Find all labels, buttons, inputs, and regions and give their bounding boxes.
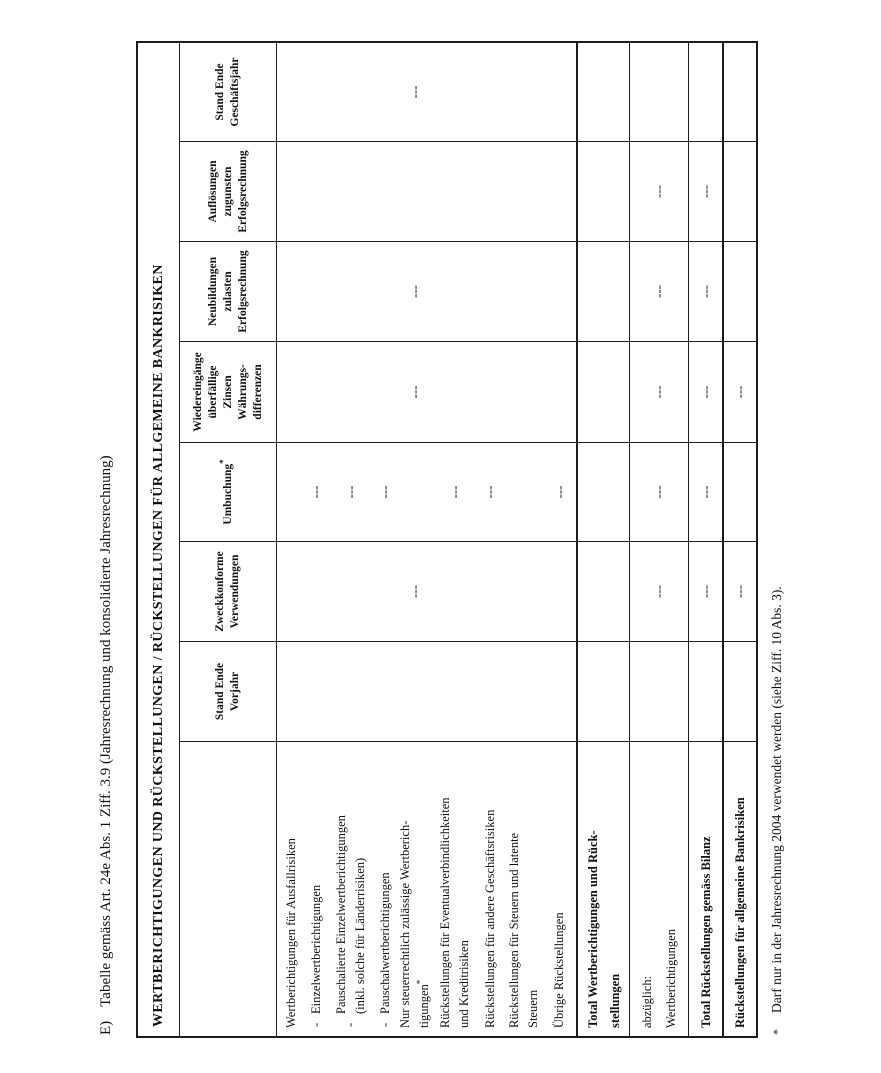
column-header-line: zugunsten: [221, 166, 234, 217]
empty-data-cell: [435, 642, 475, 742]
row-label: [277, 742, 306, 1036]
empty-data-cell: [630, 43, 688, 142]
column-header-line: Erfolgsrechnung: [236, 250, 249, 333]
list-dash-bullet: -: [308, 1022, 323, 1027]
dash-placeholder-cell: ---: [689, 342, 722, 443]
column-header-stand-ende-vorjahr: [180, 642, 276, 742]
row-label-line: Pauschalwertberichtigungen: [377, 872, 392, 1014]
table-row: [326, 43, 375, 1036]
dash-placeholder-cell: ---: [724, 342, 756, 443]
row-label: [724, 742, 756, 1036]
empty-data-cell: [505, 43, 543, 142]
empty-data-cell: [306, 242, 326, 342]
column-header-line: Stand Ende: [214, 63, 226, 121]
table-row: [306, 43, 326, 1036]
row-label: [578, 742, 629, 1036]
empty-data-cell: [435, 242, 475, 342]
table-row: [576, 43, 629, 1036]
table-row: [395, 43, 435, 1036]
empty-data-cell: [543, 342, 576, 443]
dash-placeholder-cell: ---: [475, 443, 505, 542]
column-header-line: zulasten: [221, 271, 234, 312]
table-row: [435, 43, 475, 1036]
empty-data-cell: [578, 542, 629, 642]
empty-data-cell: [277, 443, 306, 542]
table-row: [722, 43, 756, 1036]
empty-data-cell: [543, 642, 576, 742]
empty-data-cell: [475, 242, 505, 342]
empty-data-cell: [326, 142, 375, 242]
row-label-line: Wertberichtigungen für Ausfallrisiken: [284, 838, 298, 1028]
row-label: [543, 742, 576, 1036]
empty-data-cell: [326, 642, 375, 742]
empty-data-cell: [689, 642, 722, 742]
column-header-umbuchung: [180, 443, 276, 542]
empty-data-cell: [306, 542, 326, 642]
empty-data-cell: [505, 542, 543, 642]
column-header-line: Erfolgsrechnung: [236, 150, 249, 233]
dash-placeholder-cell: ---: [306, 443, 326, 542]
row-label: [689, 742, 722, 1036]
empty-data-cell: [326, 242, 375, 342]
empty-data-cell: [475, 342, 505, 443]
footnote-text: Darf nur in der Jahresrechnung 2004 verwendet werden (siehe Ziff. 10 Abs. 3).: [769, 586, 784, 1013]
empty-data-cell: [578, 642, 629, 742]
empty-data-cell: [724, 43, 756, 142]
dash-placeholder-cell: ---: [395, 342, 435, 443]
footnote-marker: *: [770, 1029, 784, 1035]
column-header-line: überfällige: [206, 365, 219, 419]
empty-data-cell: [375, 642, 395, 742]
column-header-line: Zweckkonforme: [214, 551, 226, 632]
empty-data-cell: [277, 43, 306, 142]
dash-placeholder-cell: ---: [724, 542, 756, 642]
table-row: [277, 43, 306, 1036]
empty-data-cell: [505, 242, 543, 342]
column-header-wiedereingaenge: [180, 342, 276, 443]
row-label-line: Rückstellungen für andere Geschäftsrisiken: [482, 809, 497, 1028]
empty-data-cell: [543, 43, 576, 142]
row-label: [306, 742, 326, 1036]
table-title: WERTBERICHTIGUNGEN UND RÜCKSTELLUNGEN / RÜCKSTELLUNGEN FÜR ALLGEMEINE BANKRISIKEN: [138, 43, 180, 1036]
row-label-line: Pauschalierte Einzelwertberichtigungen: [333, 815, 348, 1014]
empty-data-cell: [475, 142, 505, 242]
column-header-line: Wiedereingänge: [191, 352, 204, 432]
dash-placeholder-cell: ---: [395, 542, 435, 642]
empty-data-cell: [475, 642, 505, 742]
row-label: [326, 742, 375, 1036]
empty-data-cell: [435, 43, 475, 142]
column-header-line: Umbuchung*: [217, 459, 234, 525]
empty-data-cell: [277, 342, 306, 443]
row-label-line: stellungen: [607, 973, 622, 1028]
dash-placeholder-cell: ---: [689, 542, 722, 642]
empty-data-cell: [724, 242, 756, 342]
empty-data-cell: [724, 642, 756, 742]
empty-data-cell: [326, 43, 375, 142]
empty-data-cell: [435, 542, 475, 642]
list-dash-bullet: -: [343, 1022, 357, 1027]
row-label-line: Rückstellungen für Steuern und latente: [507, 832, 521, 1028]
empty-data-cell: [475, 542, 505, 642]
dash-placeholder-cell: ---: [630, 142, 688, 242]
dash-placeholder-cell: ---: [689, 443, 722, 542]
empty-data-cell: [435, 342, 475, 443]
row-label-line: Rückstellungen für Eventualverbindlichkeiten: [438, 797, 452, 1028]
row-label: [435, 742, 475, 1036]
empty-data-cell: [277, 542, 306, 642]
empty-data-cell: [578, 43, 629, 142]
empty-data-cell: [375, 242, 395, 342]
empty-data-cell: [306, 342, 326, 443]
dash-placeholder-cell: ---: [630, 443, 688, 542]
empty-data-cell: [724, 142, 756, 242]
empty-data-cell: [689, 43, 722, 142]
dash-placeholder-cell: ---: [375, 443, 395, 542]
empty-data-cell: [505, 142, 543, 242]
empty-data-cell: [475, 43, 505, 142]
empty-data-cell: [306, 142, 326, 242]
column-header-line: Währungs-: [236, 364, 249, 420]
page-title-enum: E): [98, 1020, 114, 1035]
footnote-reference-asterisk: *: [217, 459, 228, 464]
row-label-line: Nur steuerrechtlich zulässige Wertberich-: [398, 820, 412, 1028]
column-header-line: Neubildungen: [206, 256, 219, 327]
column-header-line: differenzen: [251, 364, 264, 420]
dash-placeholder-cell: ---: [435, 443, 475, 542]
row-label: [630, 742, 688, 1036]
empty-data-cell: [306, 43, 326, 142]
page-title: [98, 455, 115, 1035]
empty-data-cell: [543, 142, 576, 242]
dash-placeholder-cell: ---: [630, 542, 688, 642]
row-label-line: tigungen*: [414, 979, 431, 1028]
empty-data-cell: [724, 443, 756, 542]
table-row: [543, 43, 576, 1036]
row-label-line: Steuern: [526, 989, 540, 1028]
row-label-line: Einzelwertberichtigungen: [308, 884, 323, 1014]
empty-data-cell: [277, 242, 306, 342]
row-label: [395, 742, 435, 1036]
dash-placeholder-cell: ---: [543, 443, 576, 542]
row-label-line: Wertberichtigungen: [664, 929, 678, 1028]
column-header-zweckkonforme-verwendungen: [180, 542, 276, 642]
table-row: [629, 43, 688, 1036]
column-header-line: Zinsen: [221, 375, 234, 409]
empty-data-cell: [630, 642, 688, 742]
row-label: [505, 742, 543, 1036]
dash-placeholder-cell: ---: [630, 342, 688, 443]
table-row: [688, 43, 722, 1036]
empty-data-cell: [543, 242, 576, 342]
empty-data-cell: [375, 43, 395, 142]
empty-data-cell: [306, 642, 326, 742]
empty-data-cell: [543, 542, 576, 642]
empty-data-cell: [395, 142, 435, 242]
empty-data-cell: [578, 242, 629, 342]
empty-data-cell: [326, 542, 375, 642]
row-label-line: Total Rückstellungen gemäss Bilanz: [698, 836, 713, 1028]
dash-placeholder-cell: ---: [689, 242, 722, 342]
empty-data-cell: [277, 142, 306, 242]
column-header-row: [180, 43, 277, 1036]
empty-data-cell: [435, 142, 475, 242]
page-title-text: Tabelle gemäss Art. 24e Abs. 1 Ziff. 3.9 (Jahresrechnung und konsolidierte Jahresrechnung): [98, 455, 114, 1007]
dash-placeholder-cell: ---: [395, 43, 435, 142]
row-label-line: und Kreditrisiken: [457, 940, 471, 1028]
table-row: [375, 43, 395, 1036]
row-label: [475, 742, 505, 1036]
empty-data-cell: [375, 542, 395, 642]
column-header-neubildungen: [180, 242, 276, 342]
column-header-line: Geschäftsjahr: [229, 57, 241, 127]
footnote: [769, 586, 785, 1035]
list-dash-bullet: -: [377, 1022, 392, 1027]
empty-data-cell: [375, 342, 395, 443]
empty-data-cell: [277, 642, 306, 742]
empty-data-cell: [395, 443, 435, 542]
dash-placeholder-cell: ---: [326, 443, 375, 542]
empty-data-cell: [326, 342, 375, 443]
row-label-line: (inkl. solche für Länderrisiken): [352, 857, 367, 1014]
column-header-line: Vorjahr: [229, 671, 241, 712]
empty-data-cell: [395, 642, 435, 742]
table-row: [505, 43, 543, 1036]
table-total-rows: [576, 43, 756, 1036]
dash-placeholder-cell: ---: [689, 142, 722, 242]
empty-data-cell: [578, 443, 629, 542]
dash-placeholder-cell: ---: [630, 242, 688, 342]
table-body-group: [277, 43, 576, 1036]
empty-data-cell: [505, 642, 543, 742]
column-header-line: Verwendungen: [229, 554, 241, 629]
empty-data-cell: [578, 142, 629, 242]
empty-data-cell: [505, 342, 543, 443]
footnote-reference-asterisk: *: [414, 979, 425, 985]
row-label-line: Total Wertberichtigungen und Rück-: [585, 830, 600, 1028]
column-header-aufloesungen: [180, 142, 276, 242]
column-header-line: Stand Ende: [214, 662, 226, 721]
empty-data-cell: [505, 443, 543, 542]
row-label-line: abzüglich:: [640, 975, 654, 1028]
row-label-column-spacer: [180, 742, 276, 1036]
table-row: [475, 43, 505, 1036]
row-label-line: Übrige Rückstellungen: [552, 912, 566, 1028]
row-label-line: Rückstellungen für allgemeine Bankrisiken: [733, 797, 747, 1028]
row-label: [375, 742, 395, 1036]
column-header-stand-ende-geschaeftsjahr: [180, 43, 276, 142]
provisions-table: [136, 41, 758, 1038]
dash-placeholder-cell: ---: [395, 242, 435, 342]
empty-data-cell: [578, 342, 629, 443]
empty-data-cell: [375, 142, 395, 242]
column-header-line: Auflösungen: [206, 160, 219, 223]
